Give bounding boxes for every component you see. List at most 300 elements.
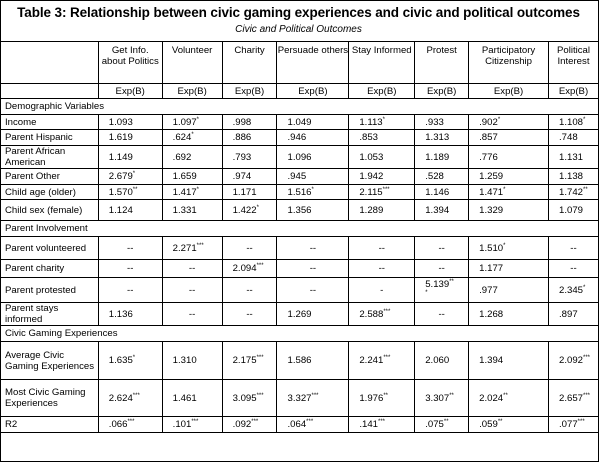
column-header-label: Protest	[426, 45, 457, 56]
coefficient: 1.124	[108, 204, 133, 216]
stat-label-cell	[98, 84, 162, 99]
value-cell	[222, 185, 277, 200]
value-cell	[222, 342, 277, 380]
stat-label-cell	[277, 84, 349, 99]
value-cell	[469, 380, 549, 417]
value-cell	[162, 185, 222, 200]
row-label-text: Most Civic Gaming Experiences	[5, 387, 86, 409]
table-title: Table 3: Relationship between civic gaming experiences and civic and political outcomes	[17, 5, 580, 20]
value-cell	[548, 417, 598, 433]
value-cell	[98, 115, 162, 130]
coefficient: .624	[172, 132, 192, 143]
value-cell	[98, 380, 162, 417]
value-cell	[548, 342, 598, 380]
row-label-text: Parent charity	[5, 263, 65, 274]
value-cell	[349, 278, 415, 303]
table-row	[1, 417, 599, 433]
value-cell	[98, 146, 162, 169]
coefficient: --	[127, 242, 134, 254]
significance-marker: ***	[583, 355, 591, 361]
coefficient: --	[188, 284, 196, 296]
coefficient: 1.149	[108, 151, 133, 163]
significance-marker: ***	[191, 419, 199, 425]
stat-label: Exp(B)	[115, 85, 145, 97]
significance-marker: ***	[196, 242, 204, 249]
stat-label-cell	[222, 84, 277, 99]
column-header-label: Political Interest	[556, 45, 591, 67]
value-cell	[98, 342, 162, 380]
value-cell	[222, 303, 277, 326]
significance-marker: *	[583, 284, 586, 291]
stat-label-cell	[415, 84, 469, 99]
value-cell	[277, 200, 349, 221]
value-cell	[415, 130, 469, 146]
table-row	[1, 260, 599, 278]
column-header-label: Persuade others	[277, 45, 349, 56]
coefficient: .897	[558, 308, 578, 320]
coefficient: --	[438, 308, 445, 320]
value-cell	[162, 146, 222, 169]
coefficient: --	[246, 284, 253, 296]
value-cell	[415, 169, 469, 185]
row-label	[1, 130, 99, 146]
row-label-text: Parent African American	[5, 146, 66, 168]
value-cell	[98, 200, 162, 221]
coefficient: 1.461	[172, 392, 197, 404]
value-cell	[162, 417, 222, 433]
coefficient: 5.139	[425, 279, 450, 290]
coefficient: --	[246, 308, 253, 320]
value-cell	[415, 185, 469, 200]
coefficient: --	[188, 263, 196, 274]
value-cell	[548, 303, 598, 326]
value-cell	[548, 169, 598, 185]
value-cell	[277, 278, 349, 303]
value-cell	[415, 278, 469, 303]
row-label	[1, 380, 99, 417]
coefficient: 1.329	[479, 204, 504, 216]
table-row	[1, 169, 599, 185]
coefficient: 1.093	[108, 116, 133, 128]
stat-label: Exp(B)	[367, 85, 397, 97]
value-cell	[277, 146, 349, 169]
table-row	[1, 278, 599, 303]
row-label	[1, 237, 99, 260]
value-cell	[469, 130, 549, 146]
value-cell	[277, 380, 349, 417]
significance-marker: *	[497, 116, 501, 123]
coefficient: .748	[558, 132, 578, 143]
value-cell	[98, 130, 162, 146]
coefficient: 2.092	[558, 355, 583, 366]
coefficient: 2.679	[108, 171, 133, 182]
value-cell	[548, 115, 598, 130]
section-heading	[1, 221, 599, 237]
stat-label: Exp(B)	[234, 85, 265, 97]
value-cell	[162, 260, 222, 278]
coefficient: 1.097	[172, 116, 197, 128]
value-cell	[98, 417, 162, 433]
table-row	[1, 130, 599, 146]
table-row	[1, 342, 599, 380]
value-cell	[162, 130, 222, 146]
coefficient: 1.659	[172, 171, 197, 182]
value-cell	[469, 115, 549, 130]
coefficient: 1.079	[558, 204, 583, 216]
value-cell	[548, 130, 598, 146]
significance-marker: *	[503, 186, 506, 193]
significance-marker: **	[383, 392, 389, 399]
table-row	[1, 303, 599, 326]
row-label-text: Parent stays informed	[5, 303, 59, 325]
value-cell	[222, 380, 277, 417]
significance-marker: *	[311, 186, 314, 193]
coefficient: .902	[479, 116, 498, 128]
significance-marker: **	[503, 392, 508, 399]
value-cell	[548, 185, 598, 200]
significance-marker: **	[132, 186, 138, 193]
value-cell	[277, 237, 349, 260]
value-cell	[415, 417, 469, 433]
coefficient: 1.310	[172, 355, 197, 366]
value-cell	[222, 130, 277, 146]
value-cell	[277, 342, 349, 380]
row-label-text: Income	[5, 116, 37, 128]
column-header	[277, 42, 349, 84]
significance-marker: ***	[251, 419, 259, 425]
column-header	[469, 42, 549, 84]
coefficient: .075	[425, 419, 444, 430]
coefficient: 1.146	[425, 186, 450, 198]
row-label	[1, 417, 99, 433]
row-label	[1, 278, 99, 303]
significance-marker: *	[132, 171, 136, 177]
column-header	[222, 42, 277, 84]
value-cell	[222, 146, 277, 169]
stat-label-cell	[469, 84, 549, 99]
value-cell	[277, 417, 349, 433]
coefficient: 1.171	[232, 186, 257, 198]
coefficient: 1.177	[479, 263, 504, 274]
coefficient: .066	[108, 419, 128, 430]
value-cell	[222, 260, 277, 278]
row-label-text: Parent protested	[5, 284, 76, 296]
value-cell	[469, 278, 549, 303]
value-cell	[162, 200, 222, 221]
coefficient: 2.588	[359, 308, 384, 320]
column-header	[415, 42, 469, 84]
value-cell	[98, 185, 162, 200]
header-row	[1, 42, 599, 84]
coefficient: .886	[232, 132, 252, 143]
significance-marker: **	[443, 419, 449, 425]
coefficient: 1.635	[108, 355, 133, 366]
significance-marker: *	[382, 116, 385, 123]
row-label-text: Child age (older)	[5, 186, 76, 198]
significance-marker: *	[132, 355, 136, 361]
coefficient: 1.586	[287, 355, 312, 366]
value-cell	[222, 278, 277, 303]
coefficient: 1.510	[479, 242, 504, 254]
coefficient: 1.394	[479, 355, 504, 366]
coefficient: 2.094	[232, 263, 257, 274]
coefficient: .857	[479, 132, 498, 143]
value-cell	[162, 169, 222, 185]
coefficient: -	[380, 284, 384, 296]
coefficient: .059	[479, 419, 498, 430]
coefficient: --	[438, 242, 445, 254]
section-row	[1, 221, 599, 237]
coefficient: .998	[232, 116, 252, 128]
value-cell	[349, 115, 415, 130]
value-cell	[349, 169, 415, 185]
stat-label-cell	[162, 84, 222, 99]
column-header-label: Get Info. about Politics	[101, 45, 159, 67]
value-cell	[548, 380, 598, 417]
coefficient: --	[570, 242, 577, 254]
significance-marker: ***	[306, 419, 314, 425]
significance-marker: **	[583, 186, 588, 193]
coefficient: 1.422	[232, 204, 257, 216]
coefficient: 1.394	[425, 204, 450, 216]
value-cell	[349, 146, 415, 169]
significance-marker: ** *	[425, 279, 454, 296]
coefficient: 2.624	[108, 392, 133, 404]
section-heading	[1, 99, 599, 115]
value-cell	[469, 146, 549, 169]
table-subtitle: Civic and Political Outcomes	[235, 24, 362, 35]
significance-marker: ***	[383, 308, 391, 315]
significance-marker: ***	[132, 392, 140, 399]
column-header	[162, 42, 222, 84]
coefficient: .141	[359, 419, 379, 430]
coefficient: 2.657	[558, 392, 583, 404]
value-cell	[548, 146, 598, 169]
coefficient: --	[309, 263, 317, 274]
table-row	[1, 237, 599, 260]
significance-marker: ***	[127, 419, 135, 425]
value-cell	[415, 303, 469, 326]
stat-label: Exp(B)	[558, 85, 589, 97]
stat-label: Exp(B)	[427, 85, 457, 97]
table-row	[1, 115, 599, 130]
value-cell	[162, 237, 222, 260]
coefficient: --	[570, 263, 577, 274]
value-cell	[415, 146, 469, 169]
coefficient: 1.313	[425, 132, 450, 143]
stat-row	[1, 84, 599, 99]
value-cell	[349, 260, 415, 278]
value-cell	[548, 278, 598, 303]
coefficient: 2.345	[558, 284, 583, 296]
value-cell	[162, 303, 222, 326]
value-cell	[222, 200, 277, 221]
coefficient: 1.113	[359, 116, 383, 128]
coefficient: .776	[479, 151, 498, 163]
section-row	[1, 99, 599, 115]
value-cell	[222, 115, 277, 130]
coefficient: 2.060	[425, 355, 450, 366]
row-label	[1, 185, 99, 200]
coefficient: .092	[232, 419, 252, 430]
value-cell	[349, 237, 415, 260]
value-cell	[162, 342, 222, 380]
coefficient: 1.189	[425, 151, 450, 163]
coefficient: 1.268	[479, 308, 504, 320]
column-header	[548, 42, 598, 84]
value-cell	[415, 115, 469, 130]
row-label	[1, 146, 99, 169]
value-cell	[415, 260, 469, 278]
value-cell	[162, 380, 222, 417]
significance-marker: ***	[311, 392, 319, 399]
coefficient: 1.942	[359, 171, 384, 182]
value-cell	[222, 169, 277, 185]
value-cell	[98, 303, 162, 326]
coefficient: --	[246, 242, 253, 254]
stat-corner-cell	[1, 84, 99, 99]
section-heading	[1, 326, 599, 342]
row-label	[1, 115, 99, 130]
value-cell	[415, 237, 469, 260]
significance-marker: ***	[382, 186, 390, 193]
coefficient: .064	[287, 419, 307, 430]
coefficient: --	[438, 263, 445, 274]
column-header-label: Charity	[234, 45, 265, 56]
row-label-text: Average Civic Gaming Experiences	[5, 349, 95, 372]
table-row	[1, 185, 599, 200]
significance-marker: **	[497, 419, 503, 425]
value-cell	[162, 278, 222, 303]
value-cell	[98, 169, 162, 185]
coefficient: --	[309, 284, 317, 296]
value-cell	[415, 380, 469, 417]
stat-label: Exp(B)	[493, 85, 524, 97]
row-label-text: Parent volunteered	[5, 242, 87, 254]
value-cell	[469, 237, 549, 260]
coefficient: .974	[232, 171, 252, 182]
value-cell	[469, 342, 549, 380]
coefficient: .692	[172, 151, 192, 163]
significance-marker: *	[191, 132, 194, 138]
value-cell	[162, 115, 222, 130]
value-cell	[349, 303, 415, 326]
significance-marker: ***	[256, 355, 264, 361]
coefficient: 2.175	[232, 355, 257, 366]
column-header-label: Stay Informed	[351, 45, 412, 56]
coefficient: 1.471	[479, 186, 504, 198]
coefficient: --	[378, 263, 385, 274]
coefficient: 1.138	[558, 171, 583, 182]
value-cell	[98, 260, 162, 278]
value-cell	[349, 342, 415, 380]
row-label	[1, 169, 99, 185]
coefficient: .077	[558, 419, 578, 430]
coefficient: .101	[172, 419, 192, 430]
coefficient: .945	[287, 171, 307, 182]
significance-marker: ***	[577, 419, 585, 425]
coefficient: 1.136	[108, 308, 133, 320]
coefficient: 1.096	[287, 151, 312, 163]
coefficient: 2.241	[359, 355, 384, 366]
row-label-text: Parent Other	[5, 171, 60, 182]
value-cell	[469, 303, 549, 326]
significance-marker: ***	[256, 392, 264, 399]
stat-label: Exp(B)	[177, 85, 207, 97]
value-cell	[98, 278, 162, 303]
row-label-text: Child sex (female)	[5, 204, 83, 216]
coefficient: 1.049	[287, 116, 312, 128]
value-cell	[469, 260, 549, 278]
coefficient: --	[188, 308, 196, 320]
value-cell	[277, 115, 349, 130]
column-header-label: Participatory Citizenship	[481, 45, 536, 67]
significance-marker: **	[449, 392, 454, 399]
coefficient: .977	[479, 284, 498, 296]
coefficient: 1.053	[359, 151, 384, 163]
column-header	[349, 42, 415, 84]
value-cell	[469, 200, 549, 221]
row-label	[1, 303, 99, 326]
table-row	[1, 380, 599, 417]
coefficient: 1.619	[108, 132, 133, 143]
value-cell	[548, 260, 598, 278]
row-label-text: R2	[5, 419, 18, 430]
significance-marker: ***	[383, 355, 391, 361]
table-row	[1, 146, 599, 169]
stat-label: Exp(B)	[298, 85, 328, 97]
coefficient: .946	[287, 132, 307, 143]
stat-label-cell	[548, 84, 598, 99]
section-heading-label: Civic Gaming Experiences	[5, 328, 118, 339]
coefficient: 1.742	[558, 186, 583, 198]
coefficient: 2.115	[359, 186, 383, 198]
coefficient: .853	[359, 132, 379, 143]
value-cell	[469, 185, 549, 200]
value-cell	[277, 130, 349, 146]
coefficient: 1.269	[287, 308, 312, 320]
value-cell	[222, 417, 277, 433]
coefficient: 1.356	[287, 204, 312, 216]
coefficient: 1.976	[359, 392, 384, 404]
value-cell	[98, 237, 162, 260]
significance-marker: ***	[256, 263, 264, 269]
coefficient: 1.417	[172, 186, 197, 198]
section-row	[1, 326, 599, 342]
coefficient: 1.570	[108, 186, 133, 198]
significance-marker: *	[196, 116, 200, 123]
coefficient: 1.108	[558, 116, 583, 128]
significance-marker: ***	[378, 419, 386, 425]
column-header-label: Volunteer	[171, 45, 213, 56]
column-header	[98, 42, 162, 84]
coefficient: 2.271	[172, 242, 197, 254]
value-cell	[349, 200, 415, 221]
value-cell	[349, 380, 415, 417]
significance-marker: *	[196, 186, 200, 193]
coefficient: 3.307	[425, 392, 450, 404]
results-table	[0, 41, 599, 433]
value-cell	[469, 417, 549, 433]
corner-cell	[1, 42, 99, 84]
coefficient: 1.259	[479, 171, 504, 182]
coefficient: 1.516	[287, 186, 312, 198]
coefficient: --	[309, 242, 317, 254]
coefficient: --	[127, 263, 134, 274]
value-cell	[349, 417, 415, 433]
value-cell	[277, 185, 349, 200]
value-cell	[415, 200, 469, 221]
